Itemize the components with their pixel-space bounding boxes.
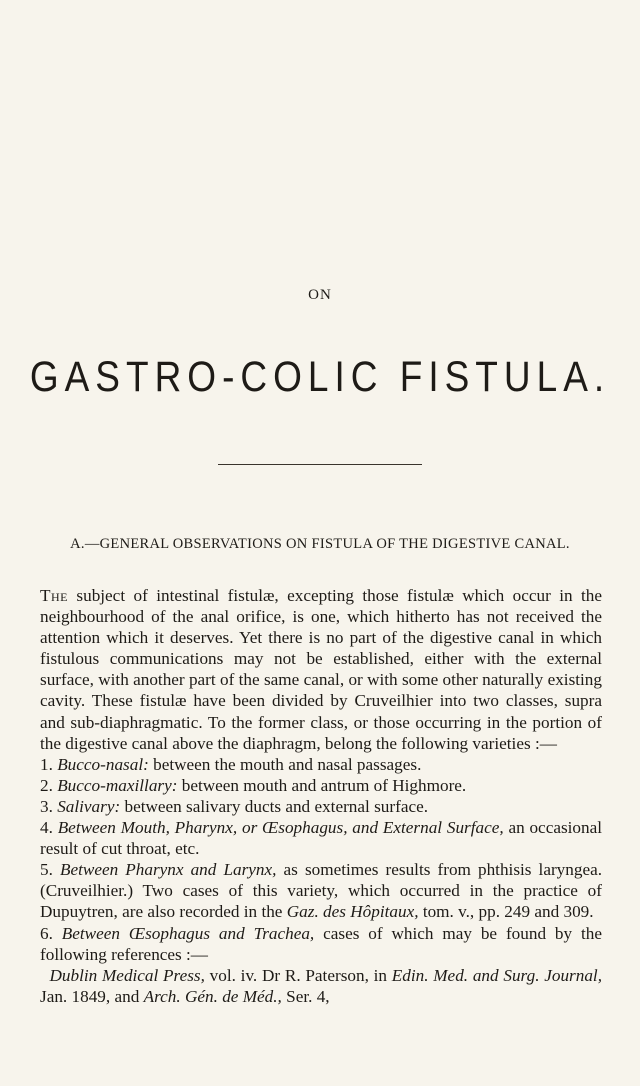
list-item [40,859,602,922]
item-number: 4. [40,818,53,838]
reference-journal-2: Edin. Med. and Surg. Journal, [391,965,602,985]
item-label: Between Pharynx and Larynx, [59,860,277,880]
item-label: Salivary: [57,796,121,816]
reference-text-3: Ser. 4, [286,986,330,1006]
list-item [40,817,602,859]
item-text: between the mouth and nasal passages. [153,754,422,774]
page-title: GASTRO-COLIC FISTULA. [29,352,611,400]
reference-text-1: vol. iv. Dr R. Paterson, in [209,965,387,985]
item-text: cases of which may be found by the following references :— [40,923,603,964]
item-number: 6. [40,923,53,943]
item-label: Between Œsophagus and Trachea, [61,923,315,943]
item-text-continued: tom. v., pp. 249 and 309. [422,902,594,922]
item-text: between salivary ducts and external surface. [124,796,429,816]
item-text: between mouth and antrum of Highmore. [181,775,467,795]
item-number: 2. [40,775,53,795]
list-item [40,754,602,775]
list-item [40,796,602,817]
item-text: an occasional result of cut throat, etc. [40,818,603,859]
section-heading: A.—GENERAL OBSERVATIONS ON FISTULA OF THE DIGESTIVE CANAL. [70,536,570,552]
intro-text: subject of intestinal fistulæ, excepting those fistulæ which occur in the neighbourhood of the anal orifice, is one, which hitherto has not received the attention which it deserves. Yet there is no part of the digestive canal in which fistulous communications may not be established, either with the external surface, with another part of the same canal, or with some other naturally existing cavity. These fistulæ have been divided by Cruveilhier into two classes, supra and sub-diaphragmatic. To the former class, or those occurring in the portion of the digestive canal above the diaphragm, belong the following varieties :— [40,586,602,753]
item-label: Bucco-maxillary: [57,775,178,795]
title-rule [218,464,422,465]
item-text: as sometimes results from phthisis laryngea. (Cruveilhier.) Two cases of this variety, which occurred in the practice of Dupuytren, are also recorded in the [40,860,603,922]
reference-journal-3: Arch. Gén. de Méd., [143,986,282,1006]
body-text [40,585,602,1007]
intro-first-word: The [40,586,68,605]
list-item [40,775,602,796]
reference-line [40,965,602,1007]
item-number: 1. [40,754,53,774]
intro-paragraph [40,585,602,754]
pre-title: ON [308,287,332,303]
item-label: Between Mouth, Pharynx, or Œsophagus, and External Surface, [57,818,504,838]
item-citation: Gaz. des Hôpitaux, [286,902,419,922]
item-label: Bucco-nasal: [57,754,149,774]
reference-text-2: Jan. 1849, and [40,986,140,1006]
item-number: 5. [40,860,53,880]
list-item [40,923,602,965]
item-number: 3. [40,796,53,816]
reference-journal-1: Dublin Medical Press, [49,965,205,985]
